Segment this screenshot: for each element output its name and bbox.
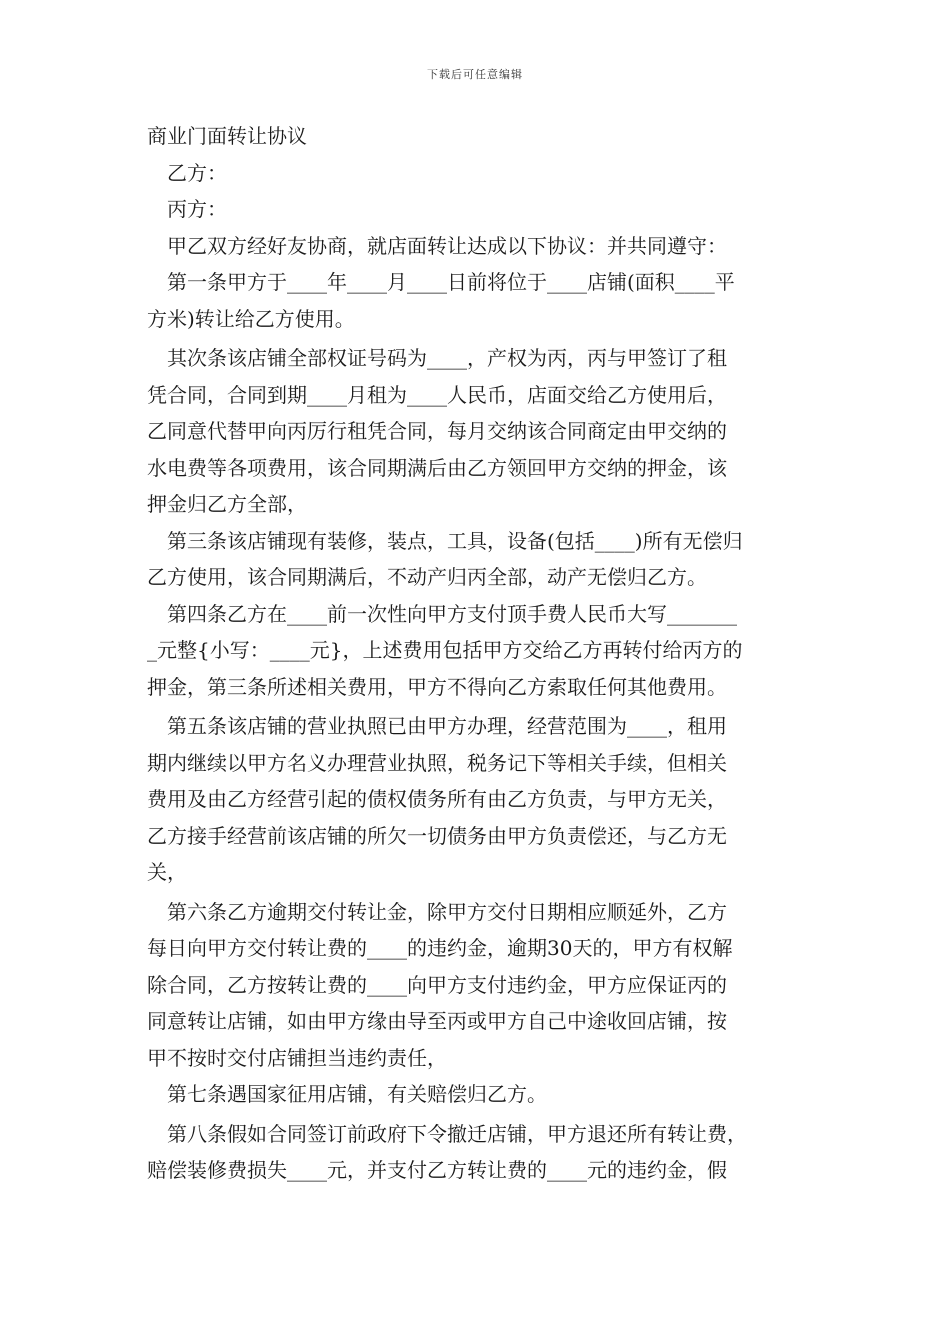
article-5-line: 第五条该店铺的营业执照已由甲方办理，经营范围为____，租用 <box>167 714 727 738</box>
party-b-line: 乙方： <box>167 160 227 185</box>
download-note: 下载后可任意编辑 <box>427 68 523 81</box>
intro-line: 甲乙双方经好友协商，就店面转让达成以下协议：并共同遵守： <box>167 233 727 258</box>
article-6-line: 第六条乙方逾期交付转让金，除甲方交付日期相应顺延外，乙方 <box>167 899 727 924</box>
article-1-line: 方米)转让给乙方使用。 <box>147 306 355 331</box>
article-2-line: 水电费等各项费用，该合同期满后由乙方领回甲方交纳的押金，该 <box>147 455 727 480</box>
article-7-line: 第七条遇国家征用店铺，有关赔偿归乙方。 <box>167 1082 547 1106</box>
party-c-line: 丙方： <box>167 197 227 221</box>
article-5-line: 费用及由乙方经营引起的债权债务所有由乙方负责，与甲方无关， <box>147 787 727 811</box>
article-6-line: 每日向甲方交付转让费的____的违约金，逾期30天的，甲方有权解 <box>147 936 733 960</box>
article-6-line: 除合同，乙方按转让费的____向甲方支付违约金，甲方应保证丙的 <box>147 972 727 997</box>
article-2-line: 押金归乙方全部， <box>147 492 307 516</box>
document-body <box>147 118 813 1189</box>
article-4-line: 第四条乙方在____前一次性向甲方支付顶手费人民币大写_______ <box>167 601 737 626</box>
document-title: 商业门面转让协议 <box>147 124 307 148</box>
article-3-line: 乙方使用，该合同期满后，不动产归丙全部，动产无偿归乙方。 <box>147 565 707 589</box>
article-5-line: 关， <box>147 860 187 884</box>
article-4-line: _元整{小写：____元}，上述费用包括甲方交给乙方再转付给丙方的 <box>147 638 743 662</box>
article-6-line: 甲不按时交付店铺担当违约责任， <box>147 1045 447 1070</box>
article-5-line: 期内继续以甲方名义办理营业执照，税务记下等相关手续，但相关 <box>147 750 727 775</box>
article-4-line: 押金，第三条所述相关费用，甲方不得向乙方索取任何其他费用。 <box>147 674 727 699</box>
article-8-line: 赔偿装修费损失____元，并支付乙方转让费的____元的违约金，假 <box>147 1158 727 1182</box>
article-2-line: 凭合同，合同到期____月租为____人民币，店面交给乙方使用后， <box>147 382 727 407</box>
article-2-line: 其次条该店铺全部权证号码为____，产权为丙，丙与甲签订了租 <box>167 346 727 370</box>
article-6-line: 同意转让店铺，如由甲方缘由导至丙或甲方自己中途收回店铺，按 <box>147 1009 727 1033</box>
article-8-line: 第八条假如合同签订前政府下令撤迁店铺，甲方退还所有转让费， <box>167 1121 747 1146</box>
article-2-line: 乙同意代替甲向丙厉行租凭合同，每月交纳该合同商定由甲交纳的 <box>147 419 727 443</box>
article-3-line: 第三条该店铺现有装修，装点，工具，设备(包括____)所有无偿归 <box>167 528 743 553</box>
article-1-line: 第一条甲方于____年____月____日前将位于____店铺(面积____平 <box>167 270 735 294</box>
article-5-line: 乙方接手经营前该店铺的所欠一切债务由甲方负责偿还，与乙方无 <box>147 823 727 848</box>
